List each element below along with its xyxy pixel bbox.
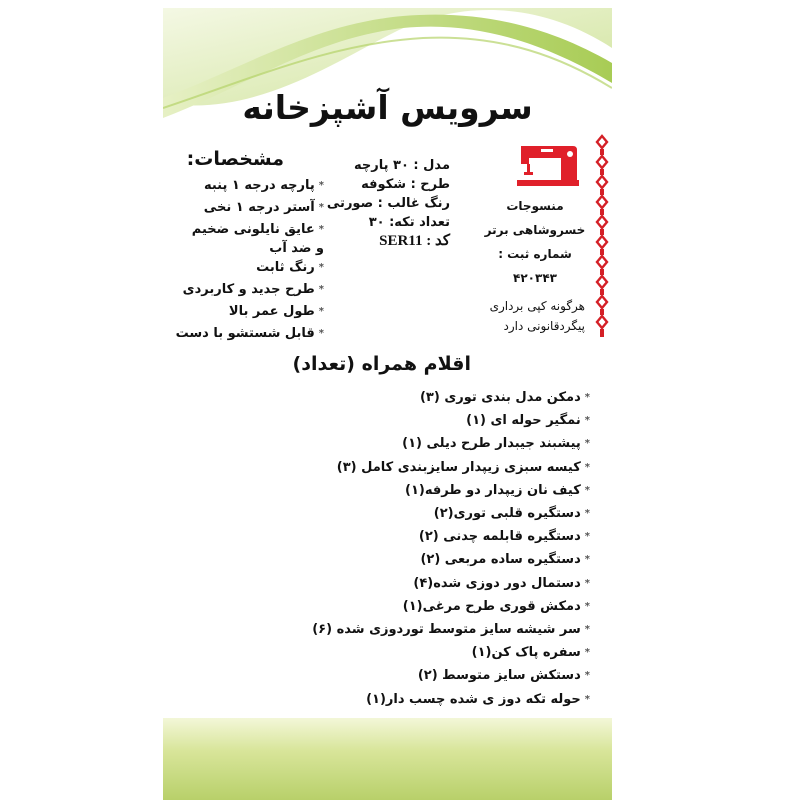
bullet-icon: * (584, 600, 590, 612)
bullet-icon: * (584, 508, 590, 520)
list-item: *دمکن مدل بندی توری (۳) (419, 390, 590, 405)
bullet-icon: * (584, 415, 590, 427)
maker-line: منسوجات (506, 199, 564, 213)
list-item: *کیسه سبزی زیپدار سایزبندی کامل (۳) (336, 459, 590, 475)
bullet-icon: * (584, 670, 590, 682)
list-item: *سفره پاک کن(۱) (471, 645, 590, 661)
green-footer-band (163, 718, 612, 800)
list-item: و ضد آب (269, 241, 324, 256)
accessories-heading: اقلام همراه (تعداد) (292, 353, 471, 375)
list-item: *کیف نان زیپدار دو طرفه(۱) (405, 482, 590, 498)
copyright-notice: هرگونه کپی برداری پیگردقانونی دارد (489, 299, 585, 333)
color-line: رنگ غالب : صورتی (326, 196, 450, 211)
bullet-icon: * (584, 647, 590, 659)
specs-list (164, 175, 324, 345)
bullet-icon: * (318, 284, 324, 295)
bullet-icon: * (584, 554, 590, 566)
maker-name: خسروشاهی برتر (484, 223, 586, 237)
registration-label: شماره ثبت : (498, 247, 572, 261)
list-item: *قابل شستشو با دست (175, 326, 324, 341)
list-item: *طول عمر بالا (228, 304, 324, 319)
model-line: مدل : ۳۰ پارچه (354, 158, 450, 173)
code-line: کد : SER11 (379, 233, 450, 249)
bullet-icon: * (318, 328, 324, 339)
bullet-icon: * (584, 531, 590, 543)
list-item: *دستگیره قابلمه چدنی (۲) (418, 529, 590, 545)
list-item: *سر شیشه سایز متوسط توردوزی شده (۶) (312, 622, 590, 638)
bullet-icon: * (584, 693, 590, 705)
list-item: *حوله تکه دوز ی شده چسب دار(۱) (366, 691, 590, 707)
bullet-icon: * (584, 484, 590, 496)
list-item: *پیشبند جیبدار طرح دیلی (۱) (402, 436, 590, 452)
specs-heading: مشخصات: (186, 148, 284, 170)
pieces-line: تعداد تکه: ۳۰ (368, 215, 450, 230)
list-item: *عایق نایلونی ضخیم (191, 222, 324, 237)
bullet-icon: * (318, 262, 324, 273)
list-item: *دستگیره ساده مربعی (۲) (420, 552, 590, 568)
bullet-icon: * (584, 577, 590, 589)
list-item: *دمکش قوری طرح مرغی(۱) (402, 598, 590, 614)
maker-info (480, 194, 590, 290)
registration-number: ۴۲۰۳۴۳ (513, 271, 557, 285)
bullet-icon: * (318, 306, 324, 317)
accessories-list (290, 386, 590, 711)
list-item: *پارچه درجه ۱ پنبه (203, 178, 324, 193)
list-item: *آستر درجه ۱ نخی (203, 200, 324, 215)
list-item: *دستکش سایز متوسط (۲) (417, 668, 590, 684)
decorative-border-pattern (595, 134, 609, 340)
bullet-icon: * (584, 438, 590, 450)
list-item: *دستگیره قلبی توری(۲) (433, 506, 590, 522)
bullet-icon: * (584, 461, 590, 473)
list-item: *رنگ ثابت (256, 260, 324, 275)
bullet-icon: * (318, 202, 324, 213)
bullet-icon: * (318, 180, 324, 191)
list-item: *طرح جدید و کاربردی (182, 282, 324, 297)
list-item: *نمگیر حوله ای (۱) (466, 413, 590, 429)
bullet-icon: * (584, 624, 590, 636)
bullet-icon: * (318, 224, 324, 235)
list-item: *دستمال دور دوزی شده(۴) (413, 575, 590, 591)
page-title: سرویس آشپزخانه (242, 88, 533, 127)
model-info (326, 156, 450, 251)
product-card (163, 8, 612, 800)
bullet-icon: * (584, 392, 590, 403)
sewing-machine-icon (515, 142, 581, 188)
pattern-line: طرح : شکوفه (361, 177, 450, 192)
